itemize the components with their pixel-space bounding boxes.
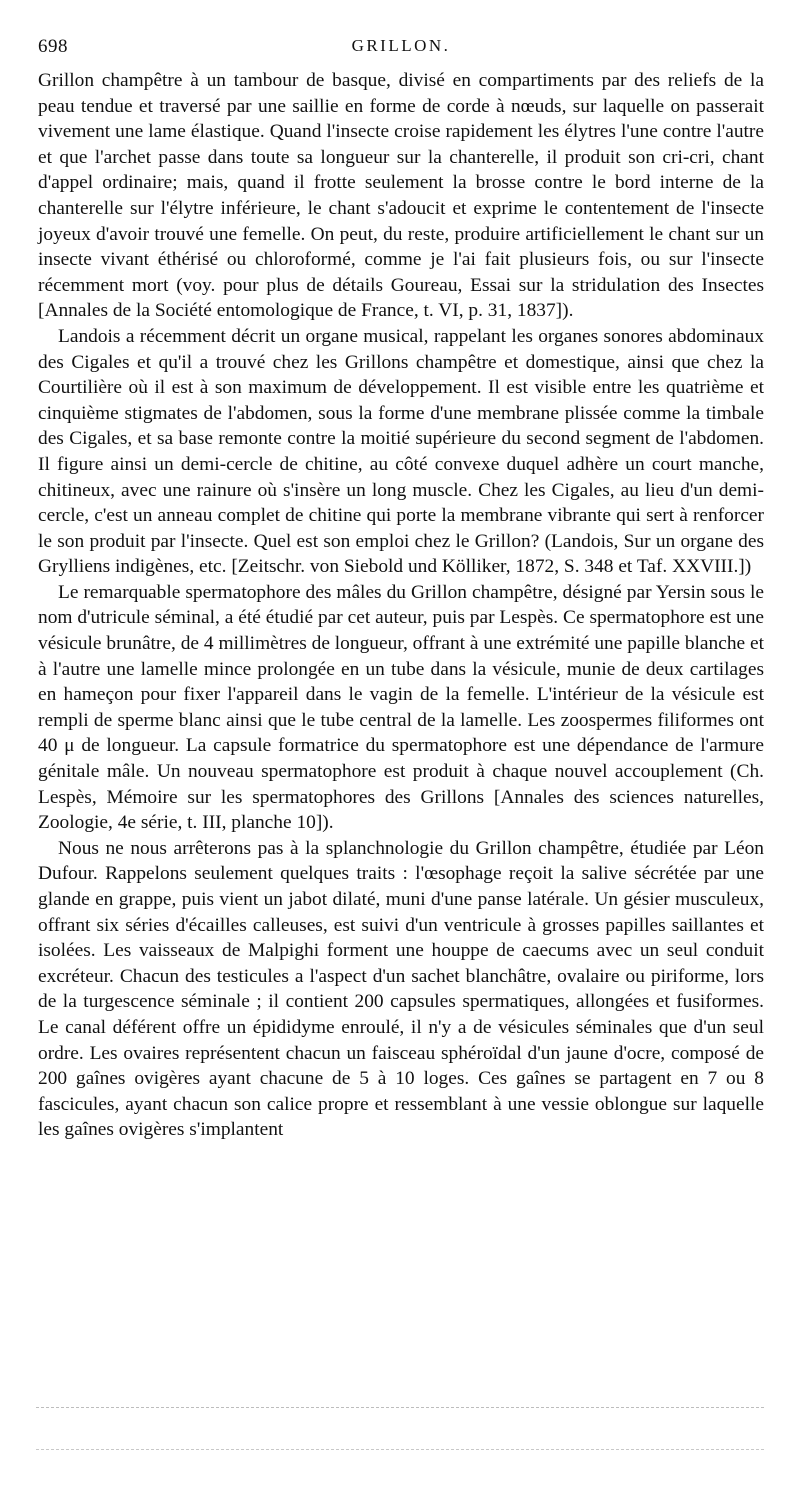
page-header — [38, 36, 764, 62]
paragraph-4: Nous ne nous arrêterons pas à la splanchnologie du Grillon champêtre, étudiée par Léon Dufour. Rappelons seulement quelques traits : l'œsophage reçoit la salive sécrétée par une glande en grappe, puis vient un jabot dilaté, muni d'une panse latérale. Un gésier musculeux, offrant six séries d'écailles calleuses, est suivi d'un ventricule à grosses papilles saillantes et isolées. Les vaisseaux de Malpighi forment une houppe de caecums avec un seul conduit excréteur. Chacun des testicules a l'aspect d'un sachet blanchâtre, ovalaire ou piriforme, lors de la turgescence séminale ; il contient 200 capsules spermatiques, allongées et fusiformes. Le canal déférent offre un épididyme enroulé, il n'y a de vésicules séminales que d'un seul ordre. Les ovaires représentent chacun un faisceau sphéroïdal d'un jaune d'ocre, composé de 200 gaînes ovigères ayant chacune de 5 à 10 loges. Ces gaînes se partagent en 7 ou 8 fascicules, ayant chacun son calice propre et ressemblant à une vessie oblongue sur laquelle les gaînes ovigères s'implantent — [38, 837, 764, 1141]
body-text — [38, 68, 764, 1143]
page-number: 698 — [38, 36, 68, 57]
paragraph-2: Landois a récemment décrit un organe musical, rappelant les organes sonores abdominaux des Cigales et qu'il a trouvé chez les Grillons champêtre et domestique, ainsi que chez la Courtilière où il est à son maximum de développement. Il est visible entre les quatrième et cinquième stigmates de l'abdomen, sous la forme d'une membrane plissée comme la timbale des Cigales, et sa base remonte contre la moitié supérieure du second segment de l'abdomen. Il figure ainsi un demi-cercle de chitine, au côté convexe duquel adhère un court manche, chitineux, avec une rainure où s'insère un long muscle. Chez les Cigales, au lieu d'un demi-cercle, c'est un anneau complet de chitine qui porte la membrane vibrante qui sert à renforcer le son produit par l'insecte. Quel est son emploi chez le Grillon? (Landois, Sur un organe des Grylliens indigènes, etc. [Zeitschr. von Siebold und Kölliker, 1872, S. 348 et Taf. XXVIII.]) — [38, 325, 764, 578]
running-title: GRILLON. — [351, 36, 451, 55]
paragraph-1: Grillon champêtre à un tambour de basque, divisé en compartiments par des reliefs de la peau tendue et traversé par une saillie en forme de corde à nœuds, sur laquelle on passerait vivement une lame élastique. Quand l'insecte croise rapidement les élytres l'une contre l'autre et que l'archet passe dans toute sa longueur sur la chanterelle, il produit son cri-cri, chant d'appel ordinaire; mais, quand il frotte seulement la brosse contre le bord interne de la chanterelle sur l'élytre inférieure, le chant s'adoucit et exprime le contentement de l'insecte joyeux d'avoir trouvé une femelle. On peut, du reste, produire artificiellement le chant sur un insecte vivant éthérisé ou chloroformé, comme je l'ai fait plusieurs fois, ou sur l'insecte récemment mort (voy. pour plus de détails Goureau, Essai sur la stridulation des Insectes [Annales de la Société entomologique de France, t. VI, p. 31, 1837]). — [38, 70, 764, 322]
bleed-through-line — [36, 1407, 764, 1408]
paragraph-3: Le remarquable spermatophore des mâles du Grillon champêtre, désigné par Yersin sous le nom d'utricule séminal, a été étudié par cet auteur, puis par Lespès. Ce spermatophore est une vésicule brunâtre, de 4 millimètres de longueur, offrant à une extrémité une papille blanche et à l'autre une lamelle mince prolongée en un tube dans la vésicule, munie de deux cartilages en hameçon pour fixer l'appareil dans le vagin de la femelle. L'intérieur de la vésicule est rempli de sperme blanc ainsi que le tube central de la lamelle. Les zoospermes filiformes ont 40 μ de longueur. La capsule formatrice du spermatophore est une dépendance de l'armure génitale mâle. Un nouveau spermatophore est produit à chaque nouvel accouplement (Ch. Lespès, Mémoire sur les spermatophores des Grillons [Annales des sciences naturelles, Zoologie, 4e série, t. III, planche 10]). — [38, 581, 764, 834]
bleed-through-line — [36, 1449, 764, 1450]
